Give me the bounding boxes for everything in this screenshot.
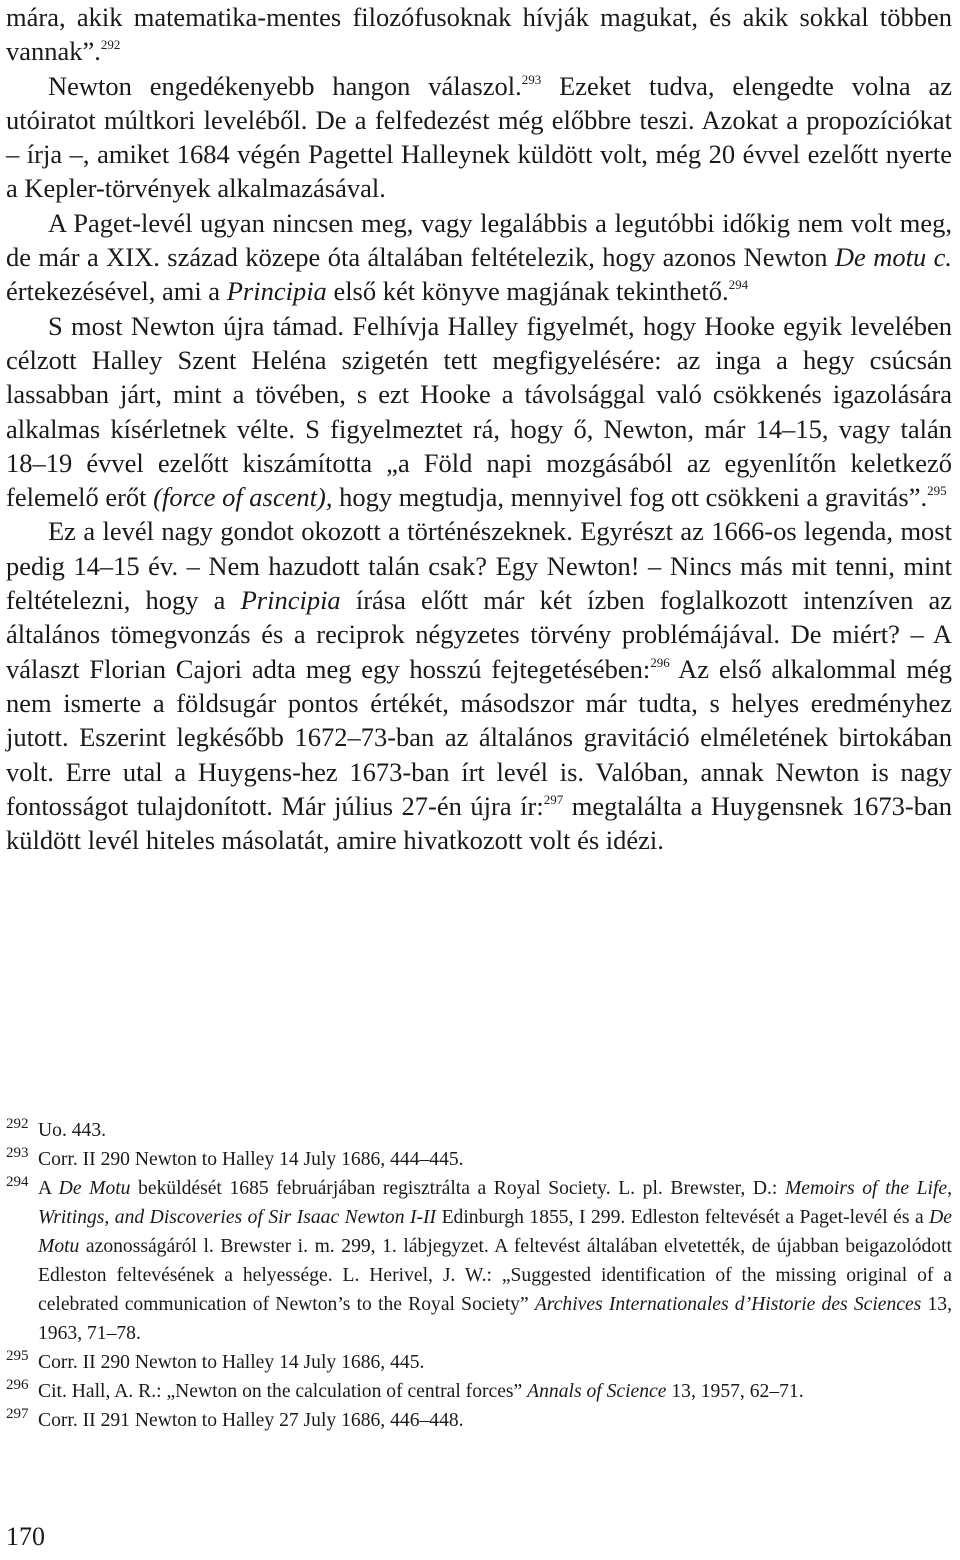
text-run: Corr. II 291 Newton to Halley 27 July 1686, 446–448. [38, 1410, 464, 1431]
text-run: S most Newton újra támad. Felhívja Halley figyelmét, hogy Hooke egyik levelében célzott Halley Szent Heléna szigetén tett megfigyelésére: az inga a hegy csúcsán lassabban járt, mint a tövében, s ezt Hooke a távolsággal való csökkenés igazolására alkalmas kísérletnek vélte. S figyelmeztet rá, hogy ő, Newton, már 14–15, vagy talán 18–19 évvel ezelőtt kiszámította „a Föld napi mozgásából az egyenlítőn keletkező felemelő erőt [6, 310, 952, 513]
page-number: 170 [6, 1522, 45, 1551]
footnote-text [38, 1120, 106, 1141]
italic-text: Principia [226, 276, 327, 307]
italic-text: (force of ascent), [153, 482, 333, 513]
italic-text: De Motu [38, 1207, 952, 1257]
footnote-text [38, 1381, 804, 1402]
footnote-number: 296 [6, 1377, 29, 1393]
text-run: megtalálta a Huygensnek 1673-ban küldött levél hiteles másolatát, amire hivatkozott volt és idézi. [6, 790, 952, 856]
text-run: írása előtt már két ízben foglalkozott intenzíven az általános tömegvonzás és a reciprok négyzetes törvény problémájával. De miért? – A választ Florian Cajori adta meg egy hosszú fejtegetésében: [6, 585, 953, 684]
text-run: A Paget-levél ugyan nincsen meg, vagy legalábbis a legutóbbi időkig nem volt meg, de már a XIX. század közepe óta általában feltételezik, hogy azonos Newton [6, 207, 952, 273]
italic-text: Memoirs of the Life, Writings, and Discoveries of Sir Isaac Newton I-II [38, 1178, 952, 1228]
footnote-reference: 297 [543, 791, 564, 807]
paragraph [6, 309, 952, 515]
footnote [6, 1406, 952, 1435]
paragraph [6, 0, 952, 69]
text-run: azonosságáról l. Brewster i. m. 299, 1. lábjegyzet. A feltevést általában elvetették, de újabban beigazolódott Edleston feltevésének a helyessége. L. Herivel, J. W.: „Suggested identification of the missing original of a celebrated communication of Newton’s to the Royal Society” [38, 1236, 952, 1315]
italic-text: Archives Internationales d’Historie des Sciences [534, 1294, 922, 1315]
italic-text: Annals of Science [527, 1381, 667, 1402]
footnote-text [38, 1352, 424, 1373]
footnote-number: 293 [6, 1145, 29, 1161]
text-run: mára, akik matematika-mentes filozófusoknak hívják magukat, és akik sokkal többen vannak”. [6, 2, 952, 67]
text-run: Ez a levél nagy gondot okozott a történészeknek. Egyrészt az 1666-os legenda, most pedig 14–15 év. – Nem hazudott talán csak? Egy Newton! – Nincs más mit tenni, mint feltételezni, hogy a [6, 516, 952, 616]
footnote-reference: 296 [650, 654, 670, 670]
footnote-reference: 294 [728, 277, 749, 293]
footnote-text [38, 1149, 464, 1170]
footnotes [6, 1116, 952, 1435]
text-run: 13, 1963, 71–78. [38, 1294, 953, 1344]
text-run: Corr. II 290 Newton to Halley 14 July 1686, 444–445. [38, 1149, 464, 1170]
text-run: első két könyve magjának tekinthető. [326, 276, 729, 307]
italic-text: De motu c. [834, 242, 952, 273]
footnote [6, 1145, 952, 1174]
text-run: Cit. Hall, A. R.: „Newton on the calculation of central forces” [38, 1381, 528, 1402]
italic-text: De Motu [58, 1178, 131, 1199]
footnote-number: 292 [6, 1116, 29, 1132]
italic-text: Principia [240, 585, 341, 616]
main-text [6, 0, 952, 857]
footnote-number: 294 [6, 1174, 29, 1190]
paragraph [6, 69, 952, 206]
footnote [6, 1377, 952, 1406]
paragraph [6, 514, 952, 857]
text-run: 13, 1957, 62–71. [666, 1381, 804, 1402]
text-run: beküldését 1685 februárjában regisztrálta a Royal Society. L. pl. Brewster, D.: [130, 1178, 785, 1199]
footnote-reference: 293 [521, 71, 542, 87]
text-run: hogy megtudja, mennyivel fog ott csökkeni a gravitás”. [332, 482, 928, 513]
footnote-reference: 295 [927, 483, 947, 499]
text-run: értekezésével, ami a [6, 276, 227, 307]
text-run: Edinburgh 1855, I 299. Edleston feltevését a Paget-levél és a [436, 1207, 930, 1228]
footnote-reference: 292 [100, 37, 121, 53]
footnote-text [38, 1410, 464, 1431]
footnote-text [38, 1178, 952, 1344]
footnote-number: 297 [6, 1406, 29, 1422]
text-run: Uo. 443. [38, 1120, 107, 1141]
text-run: A [38, 1178, 59, 1199]
text-run: Corr. II 290 Newton to Halley 14 July 1686, 445. [38, 1352, 425, 1373]
footnote-number: 295 [6, 1348, 29, 1364]
text-run: Newton engedékenyebb hangon válaszol. [48, 70, 522, 101]
footnote [6, 1174, 952, 1348]
text-run: Az első alkalommal még nem ismerte a földsugár pontos értékét, másodszor már tudta, s helyes eredményhez jutott. Eszerint legkésőbb 1672–73-ban az általános gravitáció elméletének birtokában volt. Erre utal a Huygens-hez 1673-ban írt levél is. Valóban, annak Newton is nagy fontosságot tulajdonított. Már július 27-én újra ír: [6, 653, 952, 821]
footnote [6, 1116, 952, 1145]
paragraph [6, 206, 952, 309]
footnote [6, 1348, 952, 1377]
text-run: Ezeket tudva, elengedte volna az utóiratot múltkori leveléből. De a felfedezést még előbbre teszi. Azokat a propozíciókat – írja –, amiket 1684 végén Pagettel Halleynek küldött volt, még 20 évvel ezelőtt nyerte a Kepler-törvények alkalmazásával. [6, 70, 952, 204]
